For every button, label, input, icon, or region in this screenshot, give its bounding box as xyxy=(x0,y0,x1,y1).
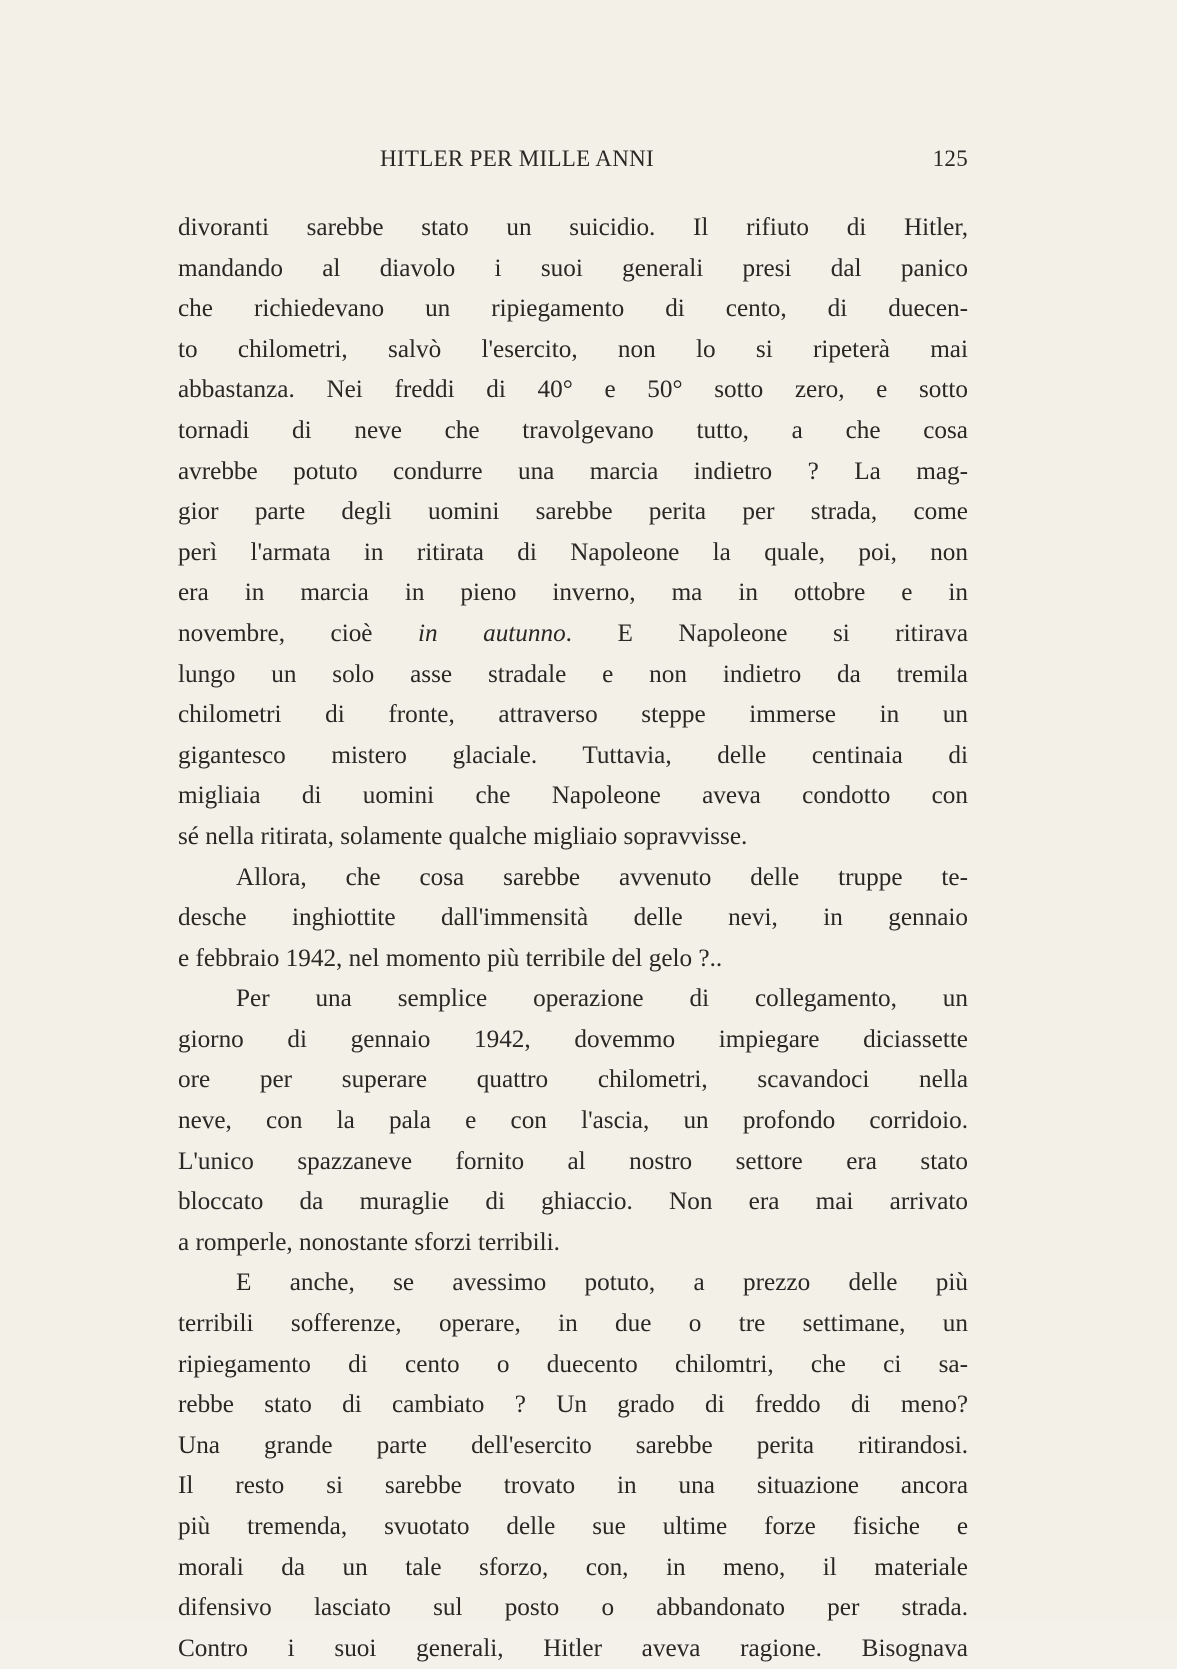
text-line: morali da un tale sforzo, con, in meno, il materiale xyxy=(178,1553,968,1581)
text-line: divoranti sarebbe stato un suicidio. Il rifiuto di Hitler, xyxy=(178,214,968,241)
text-line: era in marcia in pieno inverno, ma in ottobre e in xyxy=(178,579,968,607)
text-line: avrebbe potuto condurre una marcia indietro ? La mag- xyxy=(178,457,968,485)
text-line: mandando al diavolo i suoi generali presi dal panico xyxy=(178,254,968,282)
text-line: rebbe stato di cambiato ? Un grado di freddo di meno? xyxy=(178,1391,968,1419)
running-title: HITLER PER MILLE ANNI xyxy=(380,146,654,171)
text-line: sé nella ritirata, solamente qualche migliaio sopravvisse. xyxy=(178,822,748,850)
body-text xyxy=(178,208,968,1669)
text-line: tornadi di neve che travolgevano tutto, a che cosa xyxy=(178,416,968,444)
text-line: giorno di gennaio 1942, dovemmo impiegare diciassette xyxy=(178,1025,968,1053)
text-line: a romperle, nonostante sforzi terribili. xyxy=(178,1228,560,1256)
running-header xyxy=(178,146,968,180)
text-line: to chilometri, salvò l'esercito, non lo si ripeterà mai xyxy=(178,335,968,363)
text-line: ore per superare quattro chilometri, scavandoci nella xyxy=(178,1066,968,1094)
text-line: Una grande parte dell'esercito sarebbe perita ritirandosi. xyxy=(178,1431,968,1459)
text-segment: novembre, cioè xyxy=(178,619,373,647)
text-line: bloccato da muraglie di ghiaccio. Non era mai arrivato xyxy=(178,1188,968,1216)
text-line: gior parte degli uomini sarebbe perita per strada, come xyxy=(178,498,968,526)
text-line: terribili sofferenze, operare, in due o tre settimane, un xyxy=(178,1310,968,1338)
italic-phrase: in autunno xyxy=(418,619,566,647)
text-line: e febbraio 1942, nel momento più terribile del gelo ?.. xyxy=(178,944,723,972)
text-line: difensivo lasciato sul posto o abbandonato per strada. xyxy=(178,1594,968,1622)
text-line: gigantesco mistero glaciale. Tuttavia, delle centinaia di xyxy=(178,741,968,769)
text-line: chilometri di fronte, attraverso steppe immerse in un xyxy=(178,701,968,729)
text-line: ripiegamento di cento o duecento chilomtri, che ci sa- xyxy=(178,1350,968,1378)
text-line: che richiedevano un ripiegamento di cento, di duecen- xyxy=(178,295,968,323)
text-line: L'unico spazzaneve fornito al nostro settore era stato xyxy=(178,1147,968,1175)
text-line: perì l'armata in ritirata di Napoleone la quale, poi, non xyxy=(178,538,968,566)
paragraph-start: Allora, che cosa sarebbe avvenuto delle truppe te- xyxy=(236,863,968,891)
text-line: Il resto si sarebbe trovato in una situazione ancora xyxy=(178,1472,968,1500)
paragraph-start: Per una semplice operazione di collegamento, un xyxy=(236,985,968,1013)
text-line: abbastanza. Nei freddi di 40° e 50° sotto zero, e sotto xyxy=(178,376,968,404)
text-line: migliaia di uomini che Napoleone aveva condotto con xyxy=(178,782,968,810)
text-segment: . E Napoleone si ritirava xyxy=(565,619,969,647)
text-line-mixed xyxy=(178,614,968,655)
text-line: lungo un solo asse stradale e non indietro da tremila xyxy=(178,660,968,688)
text-line: Contro i suoi generali, Hitler aveva ragione. Bisognava xyxy=(178,1634,968,1662)
text-line: più tremenda, svuotato delle sue ultime forze fisiche e xyxy=(178,1513,968,1540)
text-line: neve, con la pala e con l'ascia, un profondo corridoio. xyxy=(178,1107,968,1135)
page-number: 125 xyxy=(932,146,968,171)
text-line: desche inghiottite dall'immensità delle nevi, in gennaio xyxy=(178,904,968,932)
paragraph-start: E anche, se avessimo potuto, a prezzo delle più xyxy=(236,1269,968,1297)
